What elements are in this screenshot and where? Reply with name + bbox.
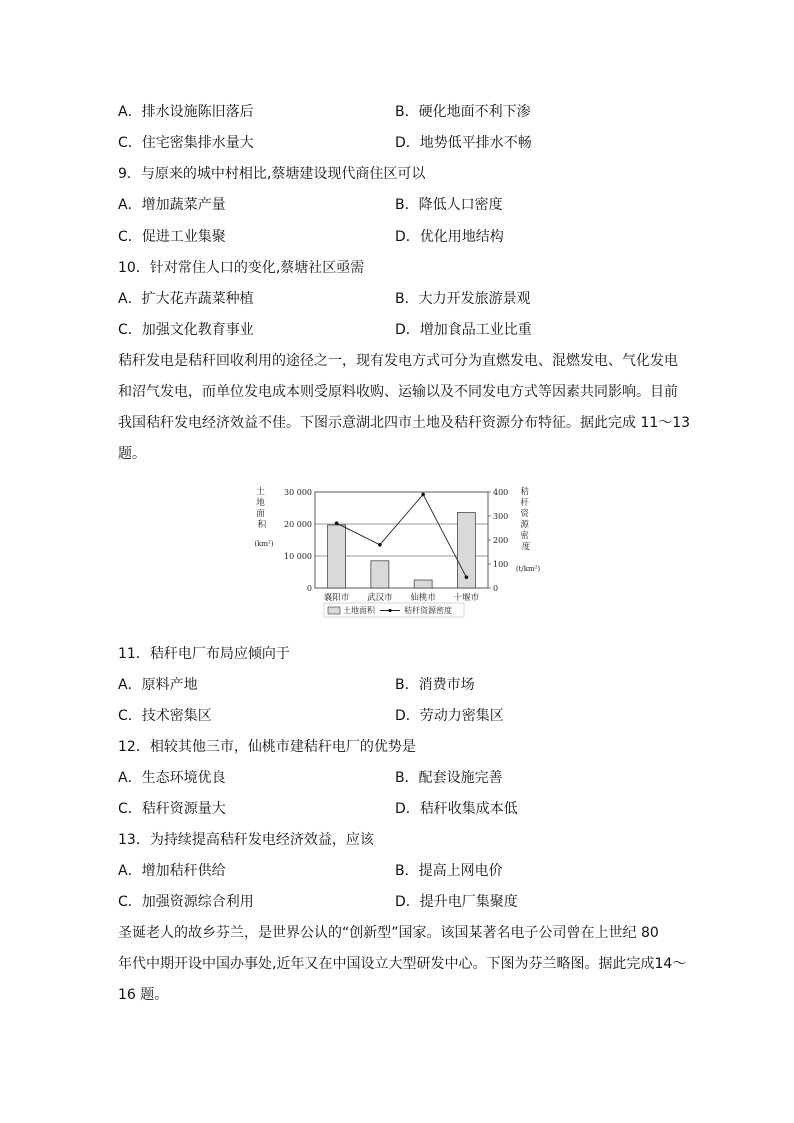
q9-stem: 9．与原来的城中村相比,蔡塘建设现代商住区可以 — [118, 166, 426, 182]
q10-option-b: B．大力开发旅游景观 — [395, 291, 531, 307]
land-straw-chart — [250, 480, 550, 625]
q9-option-c: C．促进工业集聚 — [118, 229, 226, 245]
category-label: 仙桃市 — [410, 593, 436, 603]
q12-option-d: D．秸秆收集成本低 — [395, 801, 518, 817]
q11-stem: 11．秸秆电厂布局应倾向于 — [118, 646, 290, 662]
q13-option-c: C．加强资源综合利用 — [118, 894, 254, 910]
passage2-line-2: 年代中期开设中国办事处,近年又在中国设立大型研发中心。下图为芬兰略图。据此完成14～ — [118, 956, 687, 972]
legend-line-label: 秸秆资源密度 — [404, 606, 452, 615]
q10-option-c: C．加强文化教育事业 — [118, 322, 254, 338]
passage1-line-1: 秸秆发电是秸秆回收利用的途径之一，现有发电方式可分为直燃发电、混燃发电、气化发电 — [118, 353, 678, 369]
q13-option-d: D．提升电厂集聚度 — [395, 894, 518, 910]
category-label: 十堰市 — [453, 593, 480, 603]
straw-density-point — [378, 543, 382, 547]
bar-仙桃市 — [414, 580, 432, 588]
right-axis-unit: (t/km²) — [515, 565, 541, 573]
legend-bar-label: 土地面积 — [343, 606, 375, 615]
q13-option-a: A．增加秸秆供给 — [118, 863, 226, 879]
category-label: 武汉市 — [367, 593, 393, 603]
right-tick-label: 400 — [493, 488, 509, 497]
straw-density-line — [337, 494, 467, 577]
passage1-line-2: 和沼气发电，而单位发电成本则受原料收购、运输以及不同发电方式等因素共同影响。目前 — [118, 384, 678, 400]
q8-option-c: C．住宅密集排水量大 — [118, 135, 254, 151]
left-tick-label: 10 000 — [284, 552, 312, 561]
legend-bar-swatch — [328, 607, 340, 614]
q8-option-a: A．排水设施陈旧落后 — [118, 104, 254, 120]
q9-option-a: A．增加蔬菜产量 — [118, 197, 226, 213]
q9-option-b: B．降低人口密度 — [395, 197, 503, 213]
q10-stem: 10．针对常住人口的变化,蔡塘社区亟需 — [118, 260, 365, 276]
bar-襄阳市 — [328, 525, 346, 588]
q11-option-a: A．原料产地 — [118, 677, 198, 693]
q10-option-d: D．增加食品工业比重 — [395, 322, 532, 338]
legend-line-marker — [388, 609, 391, 612]
q13-option-b: B．提高上网电价 — [395, 863, 503, 879]
straw-density-point — [421, 493, 425, 497]
q8-option-d: D．地势低平排水不畅 — [395, 135, 532, 151]
left-tick-label: 20 000 — [284, 520, 312, 529]
q12-option-b: B．配套设施完善 — [395, 770, 503, 786]
left-axis-label: 土 地 面 积 — [256, 487, 267, 530]
category-label: 襄阳市 — [323, 593, 350, 603]
left-tick-label: 30 000 — [284, 488, 312, 497]
right-axis-label: 秸 秆 资 源 密 度 — [520, 487, 531, 552]
q8-option-b: B．硬化地面不利下渗 — [395, 104, 531, 120]
straw-density-point — [335, 521, 339, 525]
q11-option-d: D．劳动力密集区 — [395, 708, 504, 724]
right-tick-label: 0 — [493, 584, 499, 593]
q12-option-a: A．生态环境优良 — [118, 770, 226, 786]
q12-stem: 12．相较其他三市，仙桃市建秸秆电厂的优势是 — [118, 739, 416, 755]
bar-武汉市 — [371, 561, 389, 588]
q13-stem: 13．为持续提高秸秆发电经济效益，应该 — [118, 832, 374, 848]
q11-option-c: C．技术密集区 — [118, 708, 212, 724]
right-tick-label: 300 — [493, 512, 509, 521]
right-tick-label: 100 — [493, 560, 509, 569]
q10-option-a: A．扩大花卉蔬菜种植 — [118, 291, 254, 307]
left-tick-label: 0 — [306, 584, 312, 593]
passage2-line-3: 16 题。 — [118, 987, 169, 1003]
passage1-line-4: 题。 — [118, 446, 146, 462]
passage1-line-3: 我国秸秆发电经济效益不佳。下图示意湖北四市土地及秸秆资源分布特征。据此完成 11～13 — [118, 415, 691, 431]
q9-option-d: D．优化用地结构 — [395, 229, 504, 245]
q11-option-b: B．消费市场 — [395, 677, 475, 693]
passage2-line-1: 圣诞老人的故乡芬兰，是世界公认的“创新型”国家。该国某著名电子公司曾在上世纪 80 — [118, 925, 659, 941]
straw-density-point — [465, 575, 469, 579]
q12-option-c: C．秸秆资源量大 — [118, 801, 226, 817]
left-axis-unit: (km²) — [254, 540, 274, 548]
right-tick-label: 200 — [493, 536, 509, 545]
